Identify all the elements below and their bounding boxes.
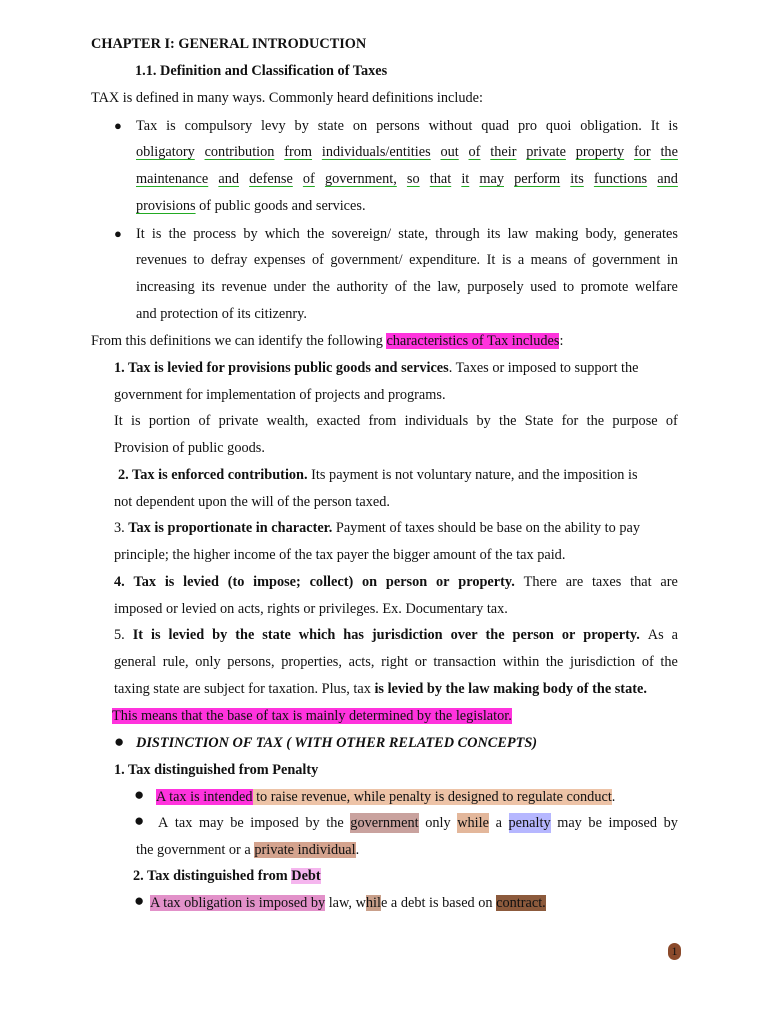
characteristic-3-line-2: principle; the higher income of the tax payer the bigger amount of the tax paid.: [114, 547, 566, 563]
word: obligatory: [136, 144, 195, 160]
word: is: [151, 226, 162, 242]
word: (to: [227, 574, 245, 590]
characteristic-1-line-2: government for implementation of projects and programs.: [114, 387, 446, 403]
bullet-icon: ●: [134, 891, 145, 910]
highlight: Debt: [291, 868, 321, 884]
definition-2-line-3: [136, 277, 678, 297]
word: making: [535, 226, 579, 242]
word: the: [168, 226, 187, 242]
word: so: [406, 171, 420, 187]
word: by: [243, 226, 258, 242]
word: property.: [458, 574, 515, 590]
word: compulsory: [184, 118, 253, 134]
word: defense: [249, 171, 293, 187]
word: increasing: [136, 279, 195, 295]
word: pro: [517, 118, 538, 134]
word: collect): [309, 574, 354, 590]
word: and: [218, 171, 240, 187]
characteristic-2: 2. Tax is enforced contribution. Its payment is not voluntary nature, and the imposition is: [118, 467, 638, 483]
word: Tax: [133, 574, 157, 590]
word: right: [381, 654, 409, 670]
word: It: [132, 627, 144, 643]
word: to: [193, 252, 205, 268]
characteristic-4: [114, 572, 678, 592]
word: a: [517, 252, 525, 268]
word: person: [385, 574, 428, 590]
word: of: [198, 413, 211, 429]
word: the: [326, 815, 344, 831]
word: or: [414, 654, 427, 670]
word: State: [524, 413, 554, 429]
word: and: [657, 171, 678, 187]
word: state: [262, 627, 291, 643]
word: a: [495, 815, 502, 831]
word: the: [660, 654, 678, 670]
definition-2-line-1: [136, 224, 678, 244]
definition-1-line-3: [136, 169, 678, 189]
word: portion: [148, 413, 191, 429]
word: by: [294, 118, 309, 134]
word: persons,: [227, 654, 275, 670]
word: by: [663, 815, 678, 831]
word: functions: [593, 171, 648, 187]
word: which: [264, 226, 300, 242]
word: government/: [330, 252, 403, 268]
word: law,: [437, 279, 461, 295]
word: expenses: [253, 252, 306, 268]
word: is: [501, 252, 512, 268]
word: government: [350, 815, 419, 831]
word: taxes: [591, 574, 622, 590]
word: of: [302, 171, 315, 187]
word: from: [284, 144, 313, 160]
word: or: [436, 574, 450, 590]
characteristic-5-line-2: [114, 652, 678, 672]
definition-1-line-4: provisions of public goods and services.: [136, 198, 366, 214]
characteristic-1-line-4: Provision of public goods.: [114, 440, 265, 456]
word: the: [545, 654, 564, 670]
word: defray: [210, 252, 248, 268]
word: the: [586, 413, 605, 429]
word: 4.: [114, 574, 125, 590]
word: its: [486, 226, 501, 242]
word: jurisdiction: [570, 654, 636, 670]
word: general: [114, 654, 157, 670]
distinction-heading: DISTINCTION OF TAX ( WITH OTHER RELATED CONCEPTS): [136, 735, 538, 751]
bullet-icon: ●: [134, 811, 145, 830]
penalty-point-1: A tax is intended to raise revenue, while penalty is designed to regulate conduct.: [156, 789, 616, 805]
definition-1-line-1: [136, 116, 678, 136]
word: revenue: [221, 279, 267, 295]
word: expenditure.: [409, 252, 481, 268]
characteristic-5-line-3: taxing state are subject for taxation. Plus, tax is levied by the law making body of the state.: [114, 681, 647, 697]
bullet-icon: ●: [114, 118, 122, 133]
word: government: [592, 252, 661, 268]
word: has: [343, 627, 364, 643]
bullet-icon: ●: [114, 226, 122, 241]
word: individuals/entities: [321, 144, 431, 160]
word: generates: [623, 226, 678, 242]
word: There: [523, 574, 557, 590]
word: over: [450, 627, 478, 643]
word: a: [671, 627, 678, 643]
word: impose;: [253, 574, 301, 590]
word: purpose: [612, 413, 658, 429]
highlight: private individual: [254, 842, 356, 858]
word: process: [193, 226, 237, 242]
word: of: [641, 654, 654, 670]
word: person: [512, 627, 554, 643]
word: under: [273, 279, 306, 295]
word: It: [136, 226, 145, 242]
word: on: [362, 574, 378, 590]
debt-point-1: A tax obligation is imposed by law, while a debt is based on contract.: [150, 895, 546, 911]
definition-1-line-2: [136, 142, 678, 162]
word: be: [230, 815, 244, 831]
debt-heading: 2. Tax distinguished from Debt: [133, 868, 321, 884]
characteristic-5-line-4: [112, 706, 512, 726]
word: sovereign/: [331, 226, 392, 242]
word: for: [633, 144, 651, 160]
word: without: [428, 118, 473, 134]
word: transaction: [433, 654, 497, 670]
word: only: [425, 815, 451, 831]
word: It: [486, 252, 496, 268]
word: government,: [324, 171, 397, 187]
word: that: [630, 574, 652, 590]
word: imposed: [608, 815, 657, 831]
word: means: [530, 252, 568, 268]
word: imposed: [250, 815, 299, 831]
word: revenues: [136, 252, 187, 268]
word: to: [563, 279, 575, 295]
word: wealth,: [266, 413, 309, 429]
word: through: [435, 226, 480, 242]
word: may: [479, 171, 504, 187]
highlight: characteristics of Tax includes: [386, 333, 560, 349]
word: on: [352, 118, 368, 134]
word: of: [394, 279, 407, 295]
penalty-point-2-line-2: the government or a private individual.: [136, 842, 360, 858]
word: It: [650, 118, 660, 134]
highlight: A tax obligation is imposed by: [150, 895, 326, 911]
word: law: [507, 226, 529, 242]
word: properties,: [281, 654, 342, 670]
word: As: [647, 627, 664, 643]
word: its: [201, 279, 215, 295]
word: levied: [183, 574, 219, 590]
word: of: [665, 413, 678, 429]
characteristic-1-line-3: [114, 411, 678, 431]
highlight: to raise revenue, while penalty is designed to regulate conduct: [252, 789, 612, 805]
word: be: [588, 815, 602, 831]
word: quad: [481, 118, 510, 134]
word: by: [476, 413, 491, 429]
penalty-point-2: [158, 813, 678, 833]
word: their: [490, 144, 517, 160]
word: in: [666, 252, 678, 268]
word: is: [131, 413, 141, 429]
word: that: [429, 171, 452, 187]
word: the: [235, 627, 255, 643]
word: maintenance: [136, 171, 209, 187]
characteristic-2-line-2: not dependent upon the will of the person taxed.: [114, 494, 390, 510]
word: contribution: [204, 144, 275, 160]
word: are: [565, 574, 584, 590]
word: tax: [174, 815, 193, 831]
word: property.: [583, 627, 640, 643]
word: is: [668, 118, 678, 134]
word: of: [573, 252, 586, 268]
word: private: [218, 413, 259, 429]
word: for: [561, 413, 579, 429]
word: state: [317, 118, 344, 134]
word: persons: [376, 118, 420, 134]
word: within: [502, 654, 540, 670]
word: Tax: [136, 118, 158, 134]
word: used: [530, 279, 557, 295]
bullet-icon: ●: [134, 785, 145, 804]
chapter-title: CHAPTER I: GENERAL INTRODUCTION: [91, 36, 367, 52]
word: levy: [261, 118, 286, 134]
penalty-heading: 1. Tax distinguished from Penalty: [114, 762, 319, 778]
word: perform: [514, 171, 561, 187]
word: purposely: [467, 279, 524, 295]
word: state,: [398, 226, 429, 242]
word: is: [166, 118, 176, 134]
word: individuals: [404, 413, 469, 429]
word: It: [114, 413, 123, 429]
word: private: [526, 144, 566, 160]
word: the: [485, 627, 505, 643]
section-title: 1.1. Definition and Classification of Taxes: [135, 63, 388, 79]
word: may: [557, 815, 582, 831]
characteristic-5: [114, 625, 678, 645]
word: jurisdiction: [371, 627, 443, 643]
word: the: [499, 413, 517, 429]
highlight: contract.: [496, 895, 546, 911]
word: from: [368, 413, 397, 429]
characteristics-intro: From this definitions we can identify the following characteristics of Tax includes:: [91, 333, 564, 349]
word: while: [457, 815, 489, 831]
word: exacted: [316, 413, 361, 429]
word: obligation.: [580, 118, 642, 134]
definition-2-line-2: [136, 250, 678, 270]
word: body,: [585, 226, 617, 242]
definition-2-line-4: and protection of its citizenry.: [136, 306, 307, 322]
word: of: [468, 144, 481, 160]
word: only: [195, 654, 221, 670]
characteristic-3: 3. Tax is proportionate in character. Payment of taxes should be base on the ability to pay: [114, 520, 641, 536]
word: levied: [168, 627, 205, 643]
word: promote: [580, 279, 629, 295]
characteristic-1: 1. Tax is levied for provisions public goods and services. Taxes or imposed to support the: [114, 360, 639, 376]
word: rule,: [162, 654, 189, 670]
word: which: [298, 627, 336, 643]
word: or: [561, 627, 576, 643]
word: of: [311, 252, 324, 268]
word: its: [570, 171, 584, 187]
word: 5.: [114, 627, 125, 643]
word: penalty: [508, 815, 551, 831]
word: by: [305, 815, 320, 831]
word: by: [212, 627, 228, 643]
word: the: [312, 279, 330, 295]
word: the: [413, 279, 431, 295]
word: quoi: [545, 118, 572, 134]
highlight: This means that the base of tax is mainly determined by the legislator.: [112, 708, 512, 724]
word: it: [461, 171, 470, 187]
bullet-icon: ●: [114, 732, 125, 751]
word: property: [575, 144, 625, 160]
word: is: [150, 627, 161, 643]
highlight: A tax is intended: [156, 789, 253, 805]
intro-paragraph: TAX is defined in many ways. Commonly heard definitions include:: [91, 90, 483, 106]
word: welfare: [634, 279, 678, 295]
word: may: [198, 815, 224, 831]
word: the: [660, 144, 678, 160]
highlight: hil: [365, 895, 381, 911]
word: are: [660, 574, 678, 590]
word: A: [158, 815, 169, 831]
word: authority: [336, 279, 389, 295]
word: out: [440, 144, 459, 160]
characteristic-4-line-2: imposed or levied on acts, rights or privileges. Ex. Documentary tax.: [114, 601, 508, 617]
word: is: [164, 574, 175, 590]
word: the: [306, 226, 325, 242]
word: acts,: [348, 654, 375, 670]
page-number: 1: [668, 943, 681, 960]
